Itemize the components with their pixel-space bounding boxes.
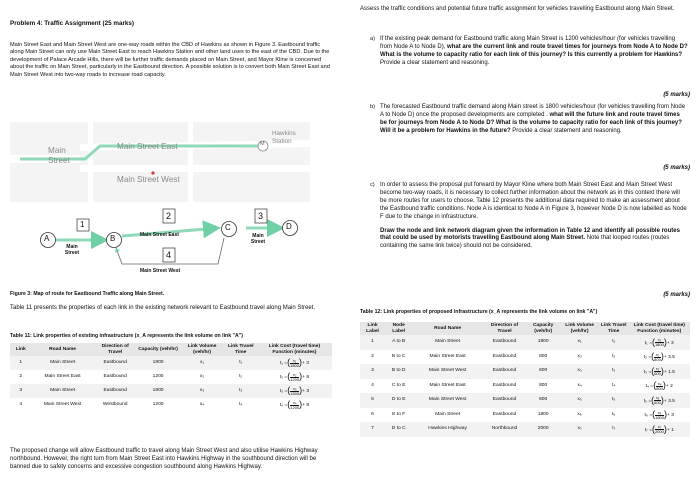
fraction-numerator: x₇ [655,425,664,430]
closing-paragraph: The proposed change will allow Eastbound traffic to travel along Main Street West and also utilise Hawkins Highway northbound. However, the right turn from Main Street East into Hawkins Highway in the southbound direction will be banned due to safety concerns and excessive congestion southbound along Hawkins Highway. [10,448,318,470]
map-label-main-street-east: Main Street East [117,142,178,151]
cost-function-fraction [654,353,661,362]
road-name-cell: Main Street [412,335,483,350]
road-name-cell: Main Street East [31,370,93,384]
table-row [360,422,690,437]
cost-function-fraction [655,338,664,347]
fraction-denominator: 1800 [290,390,300,396]
table-12 [360,322,690,437]
table-row [10,384,332,398]
table-row [360,393,690,408]
node-label-cell: D to E [385,393,412,408]
fraction-denominator: 600 [654,371,661,377]
road-name-cell: Main Street East [412,350,483,365]
cost-function-lhs: t₅ = [643,398,652,404]
question-a-text: If the existing peak demand for Eastbound traffic along Main Street is 1200 vehicles/hour (for vehicles travelling from Node A to Node D), [380,36,676,50]
question-c-bold: Draw the node and link network diagram given the information in Table 12 and identify all possible routes that could be used by motorists travelling Eastbound along Main Street. [380,227,680,242]
cost-function-rhs: + 3.5 [663,398,675,404]
cost-function-rhs: + 3 [302,361,309,367]
direction-cell: Eastbound [483,408,526,423]
station-symbol: M [260,141,265,147]
fraction-denominator: 800 [656,385,663,391]
cost-function-fraction [654,396,661,405]
table-row [360,350,690,365]
cost-function-lhs: t₃ = [279,389,288,395]
table12-header: Link Volume (veh/hr) [560,322,599,335]
cost-function-rhs: + 3 [667,413,674,419]
fraction-numerator: x₂ [290,373,299,378]
direction-cell: Eastbound [483,393,526,408]
cost-function-lhs: t₄ = [645,384,654,390]
cost-function-lhs: t₇ = [644,427,652,433]
volume-cell: x₂ [560,350,599,365]
cost-function-lhs: t₁ = [279,361,288,367]
question-a [370,36,688,68]
right-page [350,0,700,501]
volume-cell: x₆ [560,408,599,423]
question-b-number: b) [370,104,375,110]
table12-header: Capacity (veh/hr) [526,322,560,335]
table12-header: Link Travel Time [599,322,629,335]
link-cell: 7 [360,422,385,437]
cost-function-cell: t₂ =( $\frac{\text{x₂}}{800}$ )+ 3.5 [629,350,691,365]
road-name-cell: Main Street West [412,393,483,408]
direction-cell: Westbound [94,398,137,412]
link-cell: 6 [360,408,385,423]
question-a-bold: what are the current link and route travel times for journeys from Node A to Node D? What is the volume to capacity ratio for each link of this journey? Is this currently a problem for Hawkins? [380,43,688,58]
question-b-text: The forecasted Eastbound traffic demand along Main street is 1800 vehicles/hour (for vehicles travelling from Node A to Node D) once the proposed developments are completed . [380,104,686,118]
cost-function-rhs: + 3.5 [663,355,675,361]
fraction-numerator: x₆ [655,411,664,416]
capacity-cell: 600 [526,393,560,408]
capacity-cell: 1800 [137,384,180,398]
fraction-denominator: 1800 [655,414,664,420]
travel-time-cell: t₇ [599,422,629,437]
travel-time-cell: t₄ [599,379,629,394]
fraction-denominator: 1800 [290,362,299,368]
cost-function-cell: t₆ =( $\frac{\text{x₆}}{1800}$ )+ 3 [629,408,691,423]
link-cell: 4 [10,398,31,412]
capacity-cell: 800 [526,350,560,365]
fraction-numerator: x₄ [657,380,662,386]
road-name-cell: Main Street East [412,379,483,394]
problem-intro: Main Street East and Main Street West are one-way roads within the CBD of Hawkins as shown in Figure 3. Eastbound traffic along Main Street can only use Main Street East to reach Hawkins Station and other land uses to the east of the CBD. Due to the development of Palace Arcade Hills, there will be further traffic demands placed on Main Street, and Mayor Kline is concerned about the traffic on Main Street, particularly in the Eastbound direction. A possible solution is to convert both Main Street East and Main Street West into two-way roads to increase road capacity. [10,42,330,78]
direction-cell: Eastbound [94,356,137,370]
cost-function-rhs: + 3 [302,389,310,395]
table11-header: Capacity (veh/hr) [137,343,180,356]
table12-header: Link Cost (travel time) Function (minutes) [629,322,691,335]
cost-function-cell: t₄ =( $\frac{\text{x₄}}{1200}$ )+ 8 [257,398,332,412]
travel-time-cell: t₂ [225,370,257,384]
table11-header: Road Name [31,343,93,356]
travel-time-cell: t₃ [599,364,629,379]
cost-function-rhs: + 8 [302,375,310,381]
volume-cell: x₁ [180,356,225,370]
road-name-cell: Main Street [412,408,483,423]
travel-time-cell: t₁ [225,356,257,370]
fraction-numerator: x₂ [655,351,660,357]
map-label-hawkins-station: Hawkins Station [272,130,296,145]
diagram-label-main-street-right: Main Street [250,233,266,245]
capacity-cell: 1200 [137,370,180,384]
node-b-label: B [110,234,116,243]
question-c [370,182,688,251]
volume-cell: x₃ [560,364,599,379]
capacity-cell: 1800 [137,356,180,370]
table-row [360,379,690,394]
map-label-main-street: Main Street [48,146,70,165]
table11-header: Link [10,343,31,356]
link-cell: 3 [10,384,31,398]
cost-function-fraction [654,367,661,376]
table12-header: Road Name [412,322,483,335]
cost-function-cell: t₃ =( $\frac{\text{x₃}}{1800}$ )+ 3 [257,384,332,398]
question-a-marks: (5 marks) [663,92,690,98]
question-b-tail: Provide a clear statement and reasoning. [512,127,622,134]
cost-function-cell: t₂ =( $\frac{\text{x₂}}{1200}$ )+ 8 [257,370,332,384]
node-label-cell: D to C [385,422,412,437]
volume-cell: x₇ [560,422,599,437]
node-label-cell: A to B [385,335,412,350]
cost-function-fraction [290,373,299,382]
cost-function-fraction [656,382,663,391]
road-name-cell: Main Street West [31,398,93,412]
table11-header: Link Volume (veh/hr) [180,343,225,356]
table-row [10,370,332,384]
volume-cell: x₄ [180,398,225,412]
fraction-numerator: x₃ [290,387,299,392]
volume-cell: x₄ [560,379,599,394]
node-d-label: D [286,222,292,231]
cost-function-fraction [655,425,664,434]
question-b-marks: (5 marks) [663,165,690,171]
table-row [360,335,690,350]
link-1-label: 1 [80,220,85,229]
volume-cell: x₃ [180,384,225,398]
table11-header: Direction of Travel [94,343,137,356]
assess-intro: Assess the traffic conditions and potential future traffic assignment for vehicles travelling Eastbound along Main Street. [360,6,675,12]
cost-function-lhs: t₃ = [643,369,652,375]
travel-time-cell: t₂ [599,350,629,365]
direction-cell: Eastbound [483,350,526,365]
cost-function-rhs: + 3 [666,340,674,346]
cost-function-cell: t₅ =( $\frac{\text{x₅}}{600}$ )+ 3.5 [629,393,691,408]
table12-caption: Table 12: Link properties of proposed infrastructure (x_A represents the link volume on link "A") [360,309,598,315]
table12-header: Direction of Travel [483,322,526,335]
link-cell: 2 [360,350,385,365]
cost-function-cell: t₁ =( $\frac{\text{x₁}}{1800}$ )+ 3 [629,335,691,350]
cost-function-cell: t₁ =( $\frac{\text{x₁}}{1800}$ )+ 3 [257,356,332,370]
cost-function-rhs: + 2 [665,384,673,390]
volume-cell: x₁ [560,335,599,350]
link-cell: 5 [360,393,385,408]
direction-cell: Northbound [483,422,526,437]
question-a-number: a) [370,36,375,42]
cost-function-cell: t₃ =( $\frac{\text{x₃}}{600}$ )+ 1.5 [629,364,691,379]
fraction-denominator: 1200 [290,376,300,382]
cost-function-cell: t₇ =( $\frac{\text{x₇}}{2000}$ )+ 1 [629,422,691,437]
question-c-tail: Note that looped routes (routes containing the same link twice) should not be considered. [380,235,670,250]
node-label-cell: E to F [385,408,412,423]
node-label-cell: C to E [385,379,412,394]
network-diagram [10,202,310,284]
table-row [10,398,332,412]
cost-function-fraction [655,411,664,420]
travel-time-cell: t₁ [599,335,629,350]
cost-function-fraction [290,387,299,396]
capacity-cell: 1800 [526,335,560,350]
travel-time-cell: t₅ [599,393,629,408]
link-cell: 1 [360,335,385,350]
node-label-cell: B to C [385,350,412,365]
table-row [10,356,332,370]
capacity-cell: 800 [526,379,560,394]
capacity-cell: 1800 [526,408,560,423]
table11-header-row [10,343,332,356]
fraction-numerator: x₁ [290,359,299,364]
table12-header: Node Label [385,322,412,335]
table11-header: Link Cost (travel time) Function (minutes) [257,343,332,356]
fraction-numerator: x₃ [655,366,660,372]
cost-function-rhs: + 8 [302,403,310,409]
fraction-denominator: 800 [654,356,661,362]
volume-cell: x₅ [560,393,599,408]
fraction-numerator: x₁ [655,338,664,343]
figure-caption: Figure 3: Map of route for Eastbound Traffic along Main Street. [10,291,165,297]
direction-cell: Eastbound [483,364,526,379]
question-c-number: c) [370,182,375,188]
node-a-label: A [44,234,50,243]
direction-cell: Eastbound [483,335,526,350]
fraction-denominator: 600 [654,400,661,406]
table11-intro: Table 11 presents the properties of each link in the existing network relevant to Eastbound travel along Main Street. [10,305,316,311]
table-row [360,364,690,379]
road-name-cell: Main Street West [412,364,483,379]
cost-function-lhs: t₂ = [279,375,288,381]
travel-time-cell: t₃ [225,384,257,398]
cost-function-cell: t₄ =( $\frac{\text{x₄}}{800}$ )+ 2 [629,379,691,394]
capacity-cell: 1200 [137,398,180,412]
cost-function-rhs: + 1.5 [663,369,675,375]
direction-cell: Eastbound [94,384,137,398]
route-map [10,122,310,202]
travel-time-cell: t₆ [599,408,629,423]
travel-time-cell: t₄ [225,398,257,412]
road-name-cell: Hawkins Highway [412,422,483,437]
fraction-denominator: 1800 [654,342,664,348]
table-row [360,408,690,423]
node-c-label: C [225,223,231,232]
link-cell: 3 [360,364,385,379]
diagram-label-main-street-east: Main Street East [140,232,179,238]
fraction-numerator: x₅ [655,395,660,401]
cost-function-lhs: t₁ = [644,340,652,346]
cost-function-lhs: t₆ = [644,413,653,419]
volume-cell: x₂ [180,370,225,384]
table-11 [10,343,332,412]
fraction-denominator: 2000 [654,429,664,435]
cost-function-fraction [290,359,299,368]
cost-function-lhs: t₄ = [279,403,288,409]
diagram-label-main-street-west: Main Street West [140,268,181,274]
node-label-cell: B to D [385,364,412,379]
cost-function-lhs: t₂ = [643,355,652,361]
question-c-marks: (5 marks) [663,292,690,298]
cost-function-fraction [290,401,299,410]
table12-header: Link Label [360,322,385,335]
fraction-denominator: 1200 [290,404,300,410]
table12-header-row [360,322,690,335]
road-name-cell: Main Street [31,356,93,370]
cost-function-rhs: + 1 [666,427,674,433]
road-name-cell: Main Street [31,384,93,398]
link-2-label: 2 [166,211,172,221]
link-cell: 1 [10,356,31,370]
question-b-bold: what will the future link and route travel times be for journeys from Node A to Node D? What is the volume to capacity ratio for each link of this journey? Will it be a problem for Hawkins in the future? [380,111,682,134]
direction-cell: Eastbound [483,379,526,394]
table11-caption: Table 11: Link properties of existing infrastructure (x_A represents the link volume on link "A") [10,333,243,339]
question-c-text: In order to assess the proposal put forward by Mayor Kline where both Main Street East and Main Street West become two-way roads, it is necessary to collect further information about the network as in this context there will be more routes for users to choose. Table 12 presents the additional data required to make an assessment about the Eastbound traffic conditions. Node A is identical to Node A in Figure 3, however Node D is now labelled as Node F due to the change in infrastructure. [380,182,687,220]
problem-title: Problem 4: Traffic Assignment (25 marks) [10,20,134,27]
link-cell: 4 [360,379,385,394]
direction-cell: Eastbound [94,370,137,384]
table11-header: Link Travel Time [225,343,257,356]
map-label-main-street-west: Main Street West [117,175,180,184]
link-cell: 2 [10,370,31,384]
diagram-label-main-street-left: Main Street [64,244,80,256]
fraction-numerator: x₄ [290,401,299,406]
capacity-cell: 600 [526,364,560,379]
question-b [370,104,688,136]
link-3-label: 3 [258,211,264,221]
question-a-tail: Provide a clear statement and reasoning. [380,59,490,66]
link-4-label: 4 [166,250,172,260]
capacity-cell: 2000 [526,422,560,437]
